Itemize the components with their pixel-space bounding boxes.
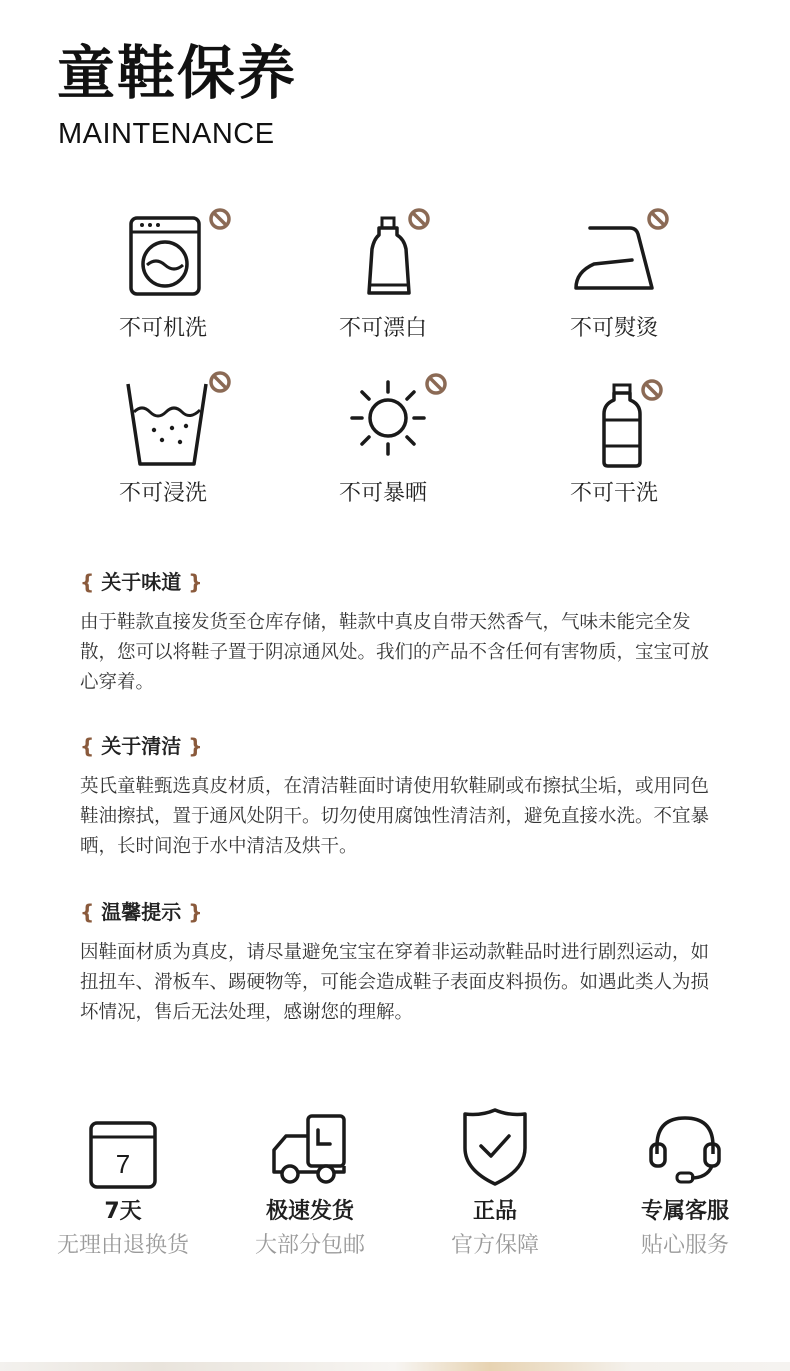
page-title: 童鞋保养	[57, 39, 298, 107]
next-image-strip	[0, 1362, 790, 1371]
care-item-no-dry-cleaning	[560, 370, 760, 510]
service-return	[28, 1115, 218, 1257]
care-item-no-sun-exposure	[320, 370, 520, 510]
close-brace: }	[188, 734, 203, 758]
calendar-icon	[87, 1115, 159, 1191]
care-item-no-ironing	[560, 205, 760, 345]
headset-icon	[645, 1108, 725, 1191]
service-subtitle: 官方保障	[450, 1233, 539, 1258]
open-brace: {	[80, 900, 95, 924]
service-subtitle: 贴心服务	[640, 1233, 729, 1258]
service-authentic	[400, 1106, 590, 1257]
service-title: 7天	[104, 1199, 142, 1224]
service-fast-shipping	[215, 1112, 405, 1257]
prohibited-icon	[407, 207, 431, 231]
section-heading: 关于清洁	[101, 734, 182, 758]
service-support	[590, 1108, 780, 1257]
service-title: 正品	[472, 1199, 517, 1224]
section-smell	[80, 572, 720, 698]
prohibited-icon	[208, 370, 232, 394]
shield-check-icon	[459, 1106, 531, 1191]
section-title	[80, 572, 720, 592]
care-label: 不可暴晒	[339, 481, 428, 506]
open-brace: {	[80, 570, 95, 594]
calendar-number: 7	[115, 1149, 131, 1179]
care-label: 不可熨烫	[570, 316, 659, 341]
service-title: 极速发货	[265, 1199, 354, 1224]
section-heading: 温馨提示	[101, 900, 182, 924]
care-label: 不可漂白	[339, 316, 428, 341]
section-title	[80, 736, 720, 756]
section-body: 英氏童鞋甄选真皮材质，在清洁鞋面时请使用软鞋刷或布擦拭尘垢，或用同色鞋油擦拭，置于通风处阴干。切勿使用腐蚀性清洁剂，避免直接水洗。不宜暴晒，长时间泡于水中清洁及烘干。	[80, 776, 710, 857]
open-brace: {	[80, 734, 95, 758]
sun-icon	[348, 378, 428, 458]
close-brace: }	[188, 900, 203, 924]
soak-basin-icon	[124, 380, 214, 472]
delivery-truck-icon	[268, 1112, 352, 1191]
bottle-icon	[600, 382, 644, 474]
service-subtitle: 大部分包邮	[254, 1233, 365, 1258]
section-heading: 关于味道	[101, 570, 182, 594]
prohibited-icon	[646, 207, 670, 231]
close-brace: }	[188, 570, 203, 594]
care-item-no-soaking	[100, 370, 300, 510]
care-item-no-machine-wash	[100, 205, 300, 345]
iron-icon	[570, 220, 660, 300]
washing-machine-icon	[128, 215, 208, 297]
section-cleaning	[80, 736, 720, 862]
page-subtitle: MAINTENANCE	[58, 118, 275, 150]
prohibited-icon	[640, 378, 664, 402]
section-tips	[80, 902, 720, 1028]
service-subtitle: 无理由退换货	[56, 1233, 189, 1258]
care-item-no-bleach	[320, 205, 520, 345]
section-title	[80, 902, 720, 922]
care-label: 不可干洗	[570, 481, 659, 506]
care-label: 不可机洗	[119, 316, 208, 341]
section-body: 因鞋面材质为真皮，请尽量避免宝宝在穿着非运动款鞋品时进行剧烈运动，如扭扭车、滑板车、踢硬物等，可能会造成鞋子表面皮料损伤。如遇此类人为损坏情况，售后无法处理，感谢您的理解。	[80, 942, 710, 1023]
prohibited-icon	[208, 207, 232, 231]
prohibited-icon	[424, 372, 448, 396]
service-title: 专属客服	[640, 1199, 729, 1224]
care-label: 不可浸洗	[119, 481, 208, 506]
section-body: 由于鞋款直接发货至仓库存储，鞋款中真皮自带天然香气，气味未能完全发散，您可以将鞋子置于阴凉通风处。我们的产品不含任何有害物质，宝宝可放心穿着。	[80, 612, 710, 693]
